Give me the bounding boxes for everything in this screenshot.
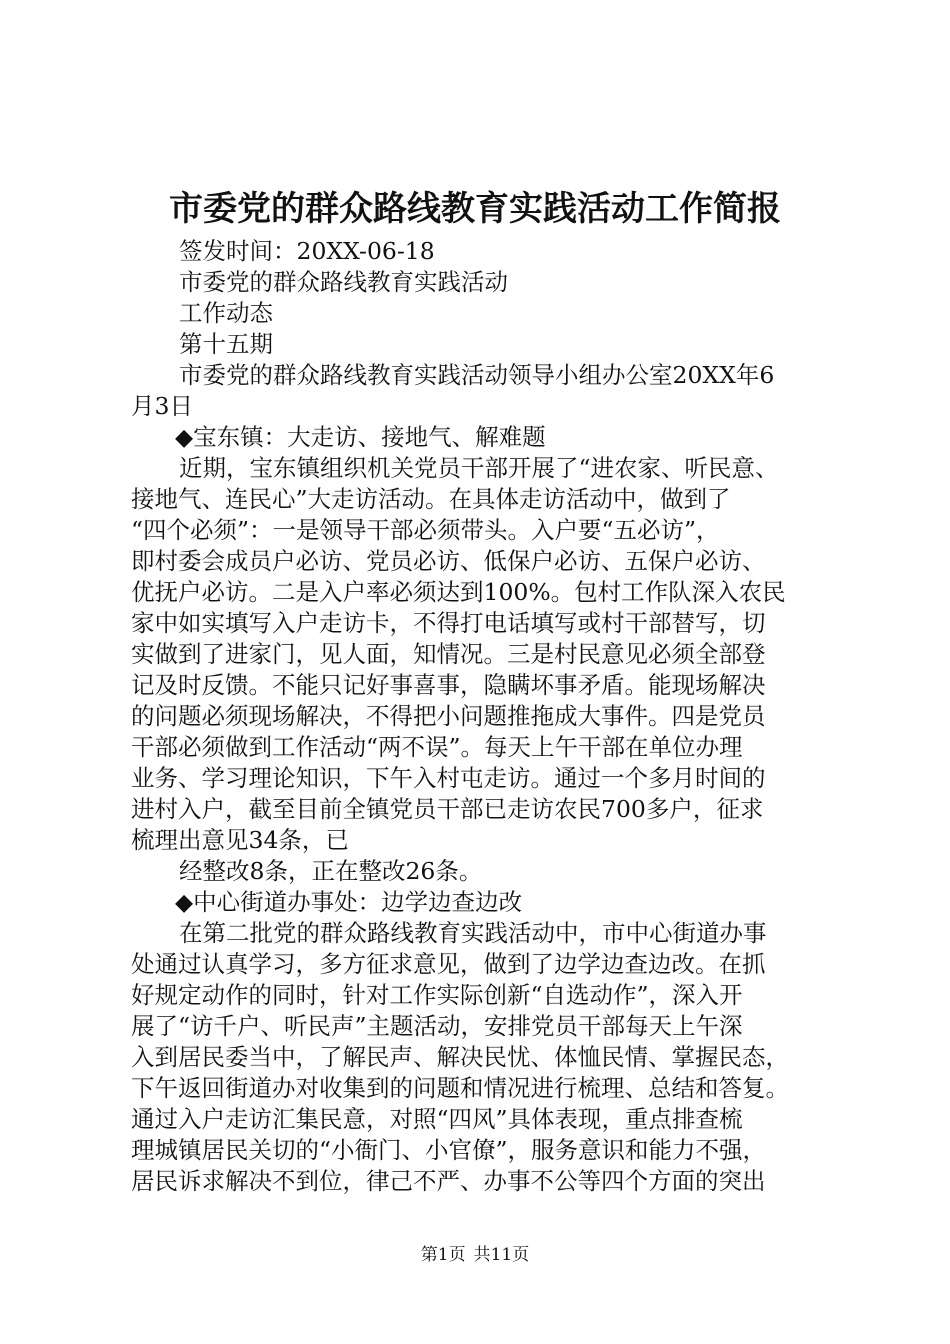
paragraph-line: 通过入户走访汇集民意，对照“四风”具体表现，重点排查梳 <box>131 1105 743 1133</box>
paragraph-line: 即村委会成员户必访、党员必访、低保户必访、五保户必访、 <box>131 547 766 575</box>
paragraph-line: 记及时反馈。不能只记好事喜事，隐瞒坏事矛盾。能现场解决 <box>131 671 766 699</box>
paragraph-line: 实做到了进家门，见人面，知情况。三是村民意见必须全部登 <box>131 640 766 668</box>
document-body <box>131 236 831 1197</box>
paragraph-line: 优抚户必访。二是入户率必须达到100%。包村工作队深入农民 <box>131 578 786 606</box>
page-footer <box>0 1244 950 1266</box>
section-heading: ◆宝东镇：大走访、接地气、解难题 <box>175 423 546 451</box>
page-total: 共11页 <box>473 1245 530 1265</box>
paragraph-line: 干部必须做到工作活动“两不误”。每天上午干部在单位办理 <box>131 733 743 761</box>
paragraph-line: 梳理出意见34条，已 <box>131 826 349 854</box>
issuer-line: 月3日 <box>131 392 193 420</box>
paragraph-line: 的问题必须现场解决，不得把小问题推拖成大事件。四是党员 <box>131 702 766 730</box>
issue-date: 签发时间：20XX-06-18 <box>179 237 435 265</box>
paragraph-line: 经整改8条，正在整改26条。 <box>179 857 483 885</box>
document-title: 市委党的群众路线教育实践活动工作简报 <box>169 189 781 229</box>
paragraph-line: 业务、学习理论知识，下午入村屯走访。通过一个多月时间的 <box>131 764 766 792</box>
section-heading: ◆中心街道办事处：边学边查边改 <box>175 888 523 916</box>
paragraph-line: 理城镇居民关切的“小衙门、小官僚”，服务意识和能力不强， <box>131 1136 767 1164</box>
paragraph-line: 展了“访千户、听民声”主题活动，安排党员干部每天上午深 <box>131 1012 743 1040</box>
paragraph-line: 好规定动作的同时，针对工作实际创新“自选动作”，深入开 <box>131 981 743 1009</box>
paragraph-line: 进村入户，截至目前全镇党员干部已走访农民700多户，征求 <box>131 795 764 823</box>
paragraph-line: 在第二批党的群众路线教育实践活动中，市中心街道办事 <box>179 919 767 947</box>
publication-name: 市委党的群众路线教育实践活动 <box>179 268 508 296</box>
paragraph-line: 接地气、连民心”大走访活动。在具体走访活动中，做到了 <box>131 485 731 513</box>
paragraph-line: “四个必须”：一是领导干部必须带头。入户要“五必访”， <box>131 516 720 544</box>
issuer-line: 市委党的群众路线教育实践活动领导小组办公室20XX年6 <box>179 361 775 389</box>
paragraph-line: 居民诉求解决不到位，律己不严、办事不公等四个方面的突出 <box>131 1167 766 1195</box>
paragraph-line: 入到居民委当中，了解民声、解决民忧、体恤民情、掌握民态， <box>131 1043 789 1071</box>
paragraph-line: 家中如实填写入户走访卡，不得打电话填写或村干部替写，切 <box>131 609 766 637</box>
issue-number: 第十五期 <box>179 330 273 358</box>
paragraph-line: 处通过认真学习，多方征求意见，做到了边学边查边改。在抓 <box>131 950 766 978</box>
paragraph-line: 下午返回街道办对收集到的问题和情况进行梳理、总结和答复。 <box>131 1074 789 1102</box>
page-number: 第1页 <box>420 1245 466 1265</box>
paragraph-line: 近期，宝东镇组织机关党员干部开展了“进农家、听民意、 <box>179 454 779 482</box>
section-name: 工作动态 <box>179 299 273 327</box>
